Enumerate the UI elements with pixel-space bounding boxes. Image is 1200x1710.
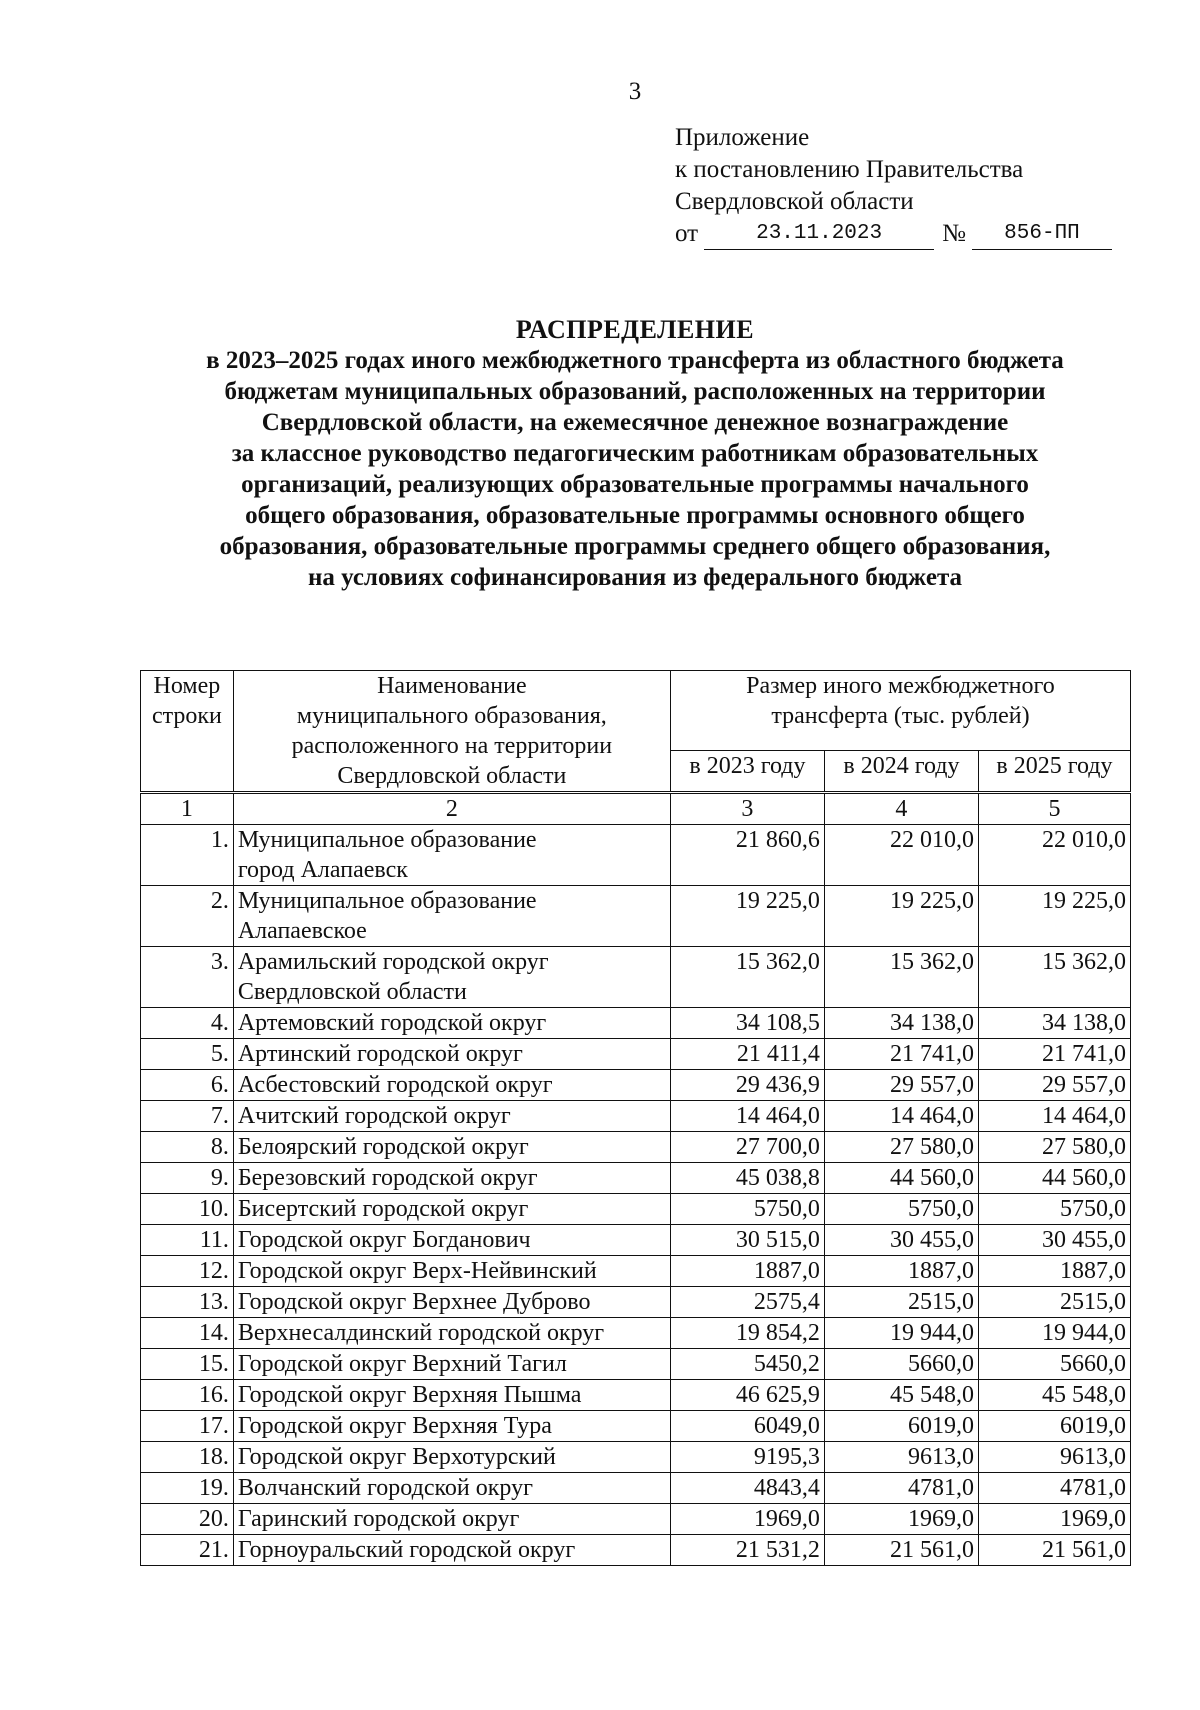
row-number: 9.	[141, 1163, 234, 1194]
amount-2025: 44 560,0	[978, 1163, 1130, 1194]
amount-2023: 4843,4	[670, 1473, 824, 1504]
amount-2025: 27 580,0	[978, 1132, 1130, 1163]
column-number: 5	[978, 793, 1130, 825]
heading-line: за классное руководство педагогическим работникам образовательных	[231, 440, 1039, 467]
column-number: 1	[141, 793, 234, 825]
amount-2024: 29 557,0	[824, 1070, 978, 1101]
number-sign: №	[942, 220, 966, 247]
municipality-name: Городской округ Верх-Нейвинский	[233, 1256, 670, 1287]
municipality-name: Городской округ Верхний Тагил	[233, 1349, 670, 1380]
document-title: РАСПРЕДЕЛЕНИЕ	[515, 315, 755, 344]
municipality-name: Гаринский городской округ	[233, 1504, 670, 1535]
column-number: 2	[233, 793, 670, 825]
amount-2024: 22 010,0	[824, 825, 978, 886]
municipality-name: Городской округ Верхотурский	[233, 1442, 670, 1473]
amount-2024: 30 455,0	[824, 1225, 978, 1256]
amount-2025: 45 548,0	[978, 1380, 1130, 1411]
amount-2023: 1969,0	[670, 1504, 824, 1535]
table-row	[141, 1287, 1131, 1318]
amount-2023: 29 436,9	[670, 1070, 824, 1101]
amount-2023: 46 625,9	[670, 1380, 824, 1411]
amount-2025: 34 138,0	[978, 1008, 1130, 1039]
header-year-2: в 2024 году	[824, 751, 978, 793]
amount-2025: 9613,0	[978, 1442, 1130, 1473]
amount-2023: 34 108,5	[670, 1008, 824, 1039]
table-row	[141, 1070, 1131, 1101]
amount-2025: 30 455,0	[978, 1225, 1130, 1256]
row-number: 17.	[141, 1411, 234, 1442]
distribution-table	[140, 670, 1131, 1566]
appendix-line-3: Свердловской области	[675, 188, 914, 215]
municipality-name: Асбестовский городской округ	[233, 1070, 670, 1101]
municipality-name: Горноуральский городской округ	[233, 1535, 670, 1566]
table-row	[141, 886, 1131, 947]
heading-line: Свердловской области, на ежемесячное денежное вознаграждение	[261, 409, 1009, 436]
header-text-line: строки	[151, 703, 222, 729]
table-row	[141, 1039, 1131, 1070]
column-number-row	[141, 793, 1131, 825]
row-number: 13.	[141, 1287, 234, 1318]
header-row-number	[141, 671, 234, 793]
amount-2024: 1887,0	[824, 1256, 978, 1287]
header-text-line: Свердловской области	[337, 763, 567, 789]
municipality-name: Бисертский городской округ	[233, 1194, 670, 1225]
header-text-line: муниципального образования,	[296, 703, 607, 729]
heading-line: на условиях софинансирования из федерального бюджета	[307, 564, 963, 591]
row-number: 3.	[141, 947, 234, 1008]
amount-2024: 15 362,0	[824, 947, 978, 1008]
amount-2023: 5750,0	[670, 1194, 824, 1225]
row-number: 1.	[141, 825, 234, 886]
resolution-date: 23.11.2023	[704, 223, 934, 250]
row-number: 8.	[141, 1132, 234, 1163]
resolution-number: 856-ПП	[972, 223, 1112, 250]
amount-2023: 6049,0	[670, 1411, 824, 1442]
table-row	[141, 1194, 1131, 1225]
header-text-line: Размер иного межбюджетного	[746, 673, 1055, 699]
row-number: 21.	[141, 1535, 234, 1566]
header-municipality-name	[233, 671, 670, 793]
row-number: 15.	[141, 1349, 234, 1380]
amount-2023: 21 531,2	[670, 1535, 824, 1566]
amount-2025: 4781,0	[978, 1473, 1130, 1504]
amount-2024: 5660,0	[824, 1349, 978, 1380]
amount-2025: 6019,0	[978, 1411, 1130, 1442]
table-row	[141, 1535, 1131, 1566]
row-number: 14.	[141, 1318, 234, 1349]
amount-2024: 19 944,0	[824, 1318, 978, 1349]
municipality-name: Верхнесалдинский городской округ	[233, 1318, 670, 1349]
appendix-block	[675, 122, 1112, 250]
amount-2025: 1969,0	[978, 1504, 1130, 1535]
table-row	[141, 1225, 1131, 1256]
row-number: 12.	[141, 1256, 234, 1287]
appendix-reference	[675, 218, 1112, 250]
municipality-name: Городской округ Верхняя Тура	[233, 1411, 670, 1442]
amount-2025: 5660,0	[978, 1349, 1130, 1380]
amount-2025: 14 464,0	[978, 1101, 1130, 1132]
table-row	[141, 1349, 1131, 1380]
municipality-name: Белоярский городской округ	[233, 1132, 670, 1163]
amount-2024: 21 741,0	[824, 1039, 978, 1070]
heading-line: общего образования, образовательные программы основного общего	[245, 502, 1025, 529]
table-row	[141, 1411, 1131, 1442]
table-body	[141, 793, 1131, 1566]
amount-2023: 19 225,0	[670, 886, 824, 947]
amount-2024: 19 225,0	[824, 886, 978, 947]
amount-2025: 2515,0	[978, 1287, 1130, 1318]
amount-2024: 5750,0	[824, 1194, 978, 1225]
header-text-line: расположенного на территории	[291, 733, 613, 759]
table-row	[141, 825, 1131, 886]
header-text-line: трансферта (тыс. рублей)	[771, 703, 1030, 729]
header-year-3: в 2025 году	[978, 751, 1130, 793]
amount-2023: 21 411,4	[670, 1039, 824, 1070]
amount-2023: 5450,2	[670, 1349, 824, 1380]
amount-2024: 1969,0	[824, 1504, 978, 1535]
amount-2023: 21 860,6	[670, 825, 824, 886]
municipality-name: Волчанский городской округ	[233, 1473, 670, 1504]
table-row	[141, 1256, 1131, 1287]
municipality-name: Березовский городской округ	[233, 1163, 670, 1194]
row-number: 18.	[141, 1442, 234, 1473]
table-row	[141, 1504, 1131, 1535]
table-row	[141, 1473, 1131, 1504]
amount-2024: 9613,0	[824, 1442, 978, 1473]
document-heading	[100, 314, 1170, 593]
amount-2024: 44 560,0	[824, 1163, 978, 1194]
amount-2024: 4781,0	[824, 1473, 978, 1504]
amount-2025: 29 557,0	[978, 1070, 1130, 1101]
table-row	[141, 1318, 1131, 1349]
appendix-line-1: Приложение	[675, 124, 810, 151]
from-label: от	[675, 220, 699, 247]
table-row	[141, 947, 1131, 1008]
amount-2024: 2515,0	[824, 1287, 978, 1318]
amount-2025: 19 225,0	[978, 886, 1130, 947]
municipality-name: Городской округ Верхняя Пышма	[233, 1380, 670, 1411]
municipality-name: Муниципальное образование Алапаевское	[233, 886, 670, 947]
municipality-name: Артемовский городской округ	[233, 1008, 670, 1039]
table-row	[141, 1442, 1131, 1473]
amount-2025: 19 944,0	[978, 1318, 1130, 1349]
table-row	[141, 1008, 1131, 1039]
municipality-name: Ачитский городской округ	[233, 1101, 670, 1132]
table-row	[141, 1101, 1131, 1132]
amount-2023: 30 515,0	[670, 1225, 824, 1256]
amount-2024: 6019,0	[824, 1411, 978, 1442]
amount-2023: 19 854,2	[670, 1318, 824, 1349]
table-row	[141, 1132, 1131, 1163]
appendix-line-2: к постановлению Правительства	[675, 156, 1024, 183]
heading-line: организаций, реализующих образовательные программы начального	[241, 471, 1029, 498]
table-row	[141, 1163, 1131, 1194]
amount-2023: 14 464,0	[670, 1101, 824, 1132]
row-number: 16.	[141, 1380, 234, 1411]
amount-2024: 27 580,0	[824, 1132, 978, 1163]
amount-2023: 9195,3	[670, 1442, 824, 1473]
row-number: 6.	[141, 1070, 234, 1101]
amount-2023: 27 700,0	[670, 1132, 824, 1163]
municipality-name: Городской округ Богданович	[233, 1225, 670, 1256]
amount-2023: 1887,0	[670, 1256, 824, 1287]
amount-2023: 15 362,0	[670, 947, 824, 1008]
column-number: 3	[670, 793, 824, 825]
header-transfer-amount	[670, 671, 1130, 751]
row-number: 4.	[141, 1008, 234, 1039]
table-row	[141, 1380, 1131, 1411]
row-number: 11.	[141, 1225, 234, 1256]
page-number: 3	[628, 78, 642, 105]
heading-line: бюджетам муниципальных образований, расположенных на территории	[224, 378, 1046, 405]
amount-2024: 21 561,0	[824, 1535, 978, 1566]
header-text-line: Номер	[153, 673, 221, 699]
header-text-line: Наименование	[377, 673, 527, 699]
amount-2025: 21 741,0	[978, 1039, 1130, 1070]
row-number: 2.	[141, 886, 234, 947]
municipality-name: Муниципальное образование город Алапаевск	[233, 825, 670, 886]
municipality-name: Артинский городской округ	[233, 1039, 670, 1070]
amount-2025: 1887,0	[978, 1256, 1130, 1287]
amount-2024: 45 548,0	[824, 1380, 978, 1411]
row-number: 20.	[141, 1504, 234, 1535]
column-number: 4	[824, 793, 978, 825]
municipality-name: Городской округ Верхнее Дуброво	[233, 1287, 670, 1318]
row-number: 10.	[141, 1194, 234, 1225]
amount-2023: 2575,4	[670, 1287, 824, 1318]
row-number: 7.	[141, 1101, 234, 1132]
amount-2024: 14 464,0	[824, 1101, 978, 1132]
amount-2024: 34 138,0	[824, 1008, 978, 1039]
heading-line: в 2023–2025 годах иного межбюджетного трансферта из областного бюджета	[206, 347, 1064, 374]
header-year-1: в 2023 году	[670, 751, 824, 793]
row-number: 5.	[141, 1039, 234, 1070]
amount-2025: 22 010,0	[978, 825, 1130, 886]
amount-2025: 5750,0	[978, 1194, 1130, 1225]
document-subtitle	[100, 345, 1170, 593]
row-number: 19.	[141, 1473, 234, 1504]
amount-2023: 45 038,8	[670, 1163, 824, 1194]
municipality-name: Арамильский городской округ Свердловской области	[233, 947, 670, 1008]
heading-line: образования, образовательные программы среднего общего образования,	[219, 533, 1051, 560]
amount-2025: 21 561,0	[978, 1535, 1130, 1566]
amount-2025: 15 362,0	[978, 947, 1130, 1008]
